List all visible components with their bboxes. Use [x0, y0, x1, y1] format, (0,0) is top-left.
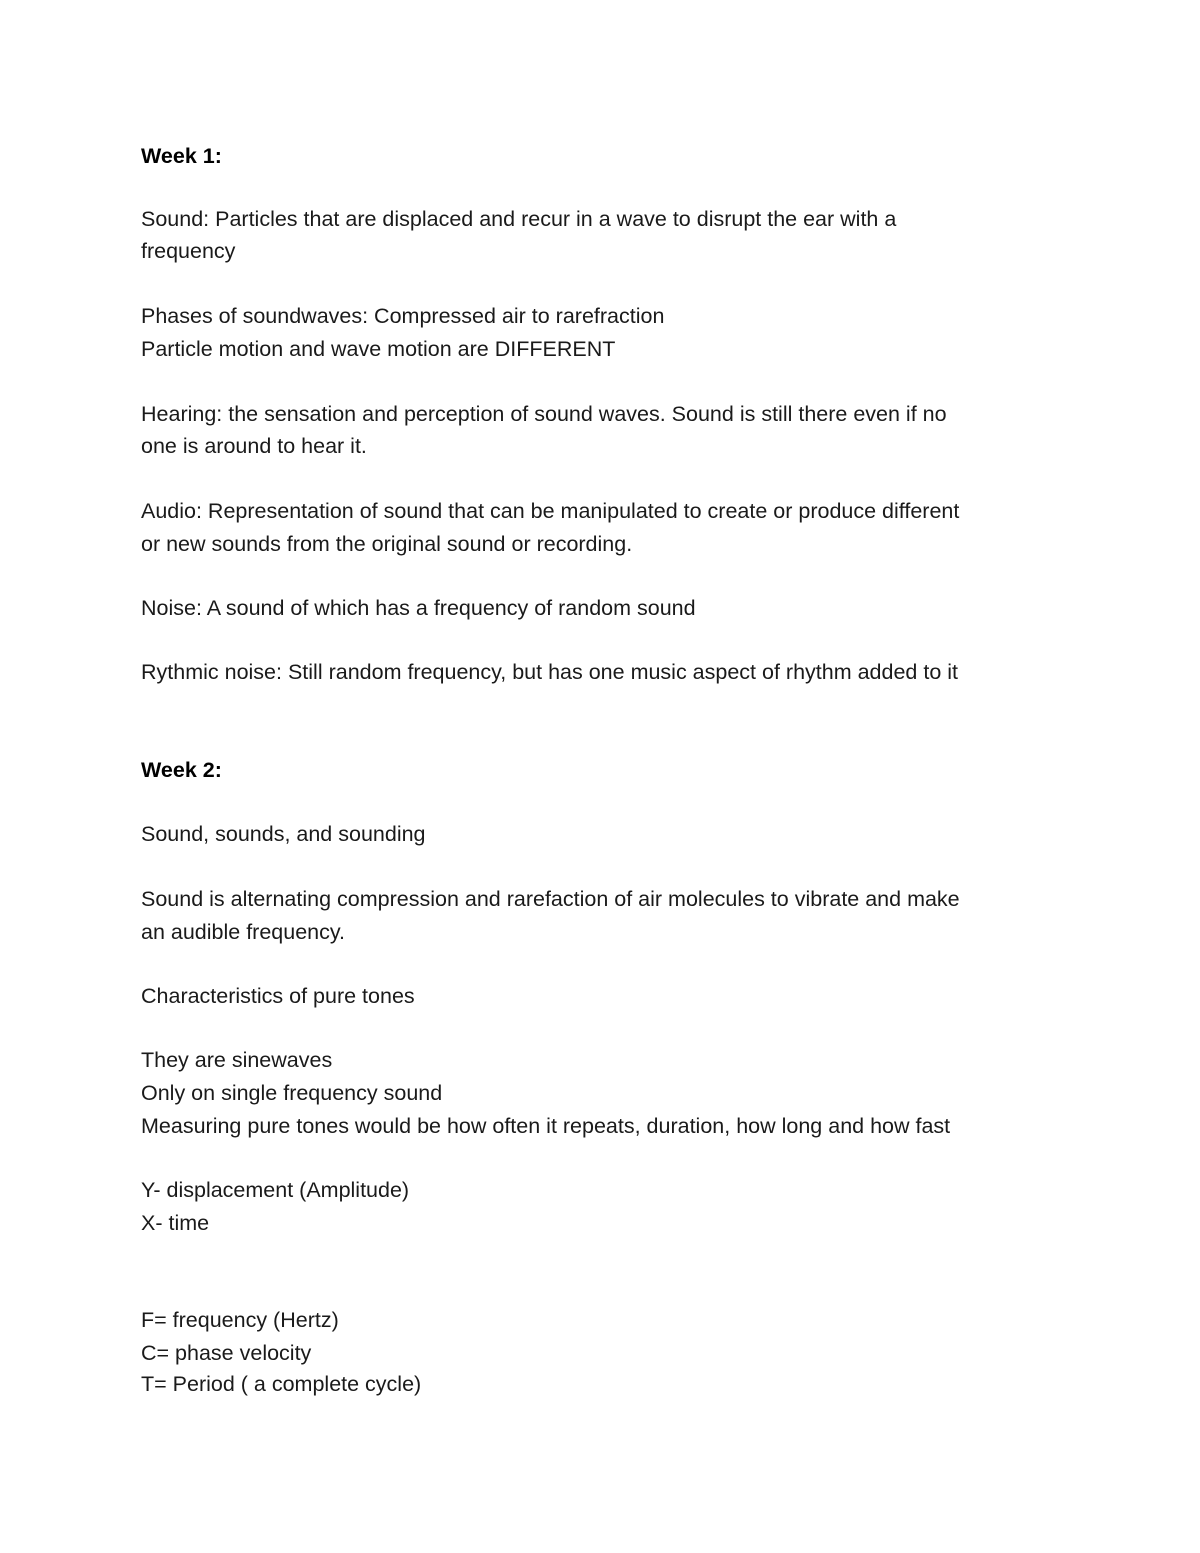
week-1-heading: Week 1: [141, 144, 222, 168]
week-2-heading: Week 2: [141, 758, 222, 782]
sound-alternating-line-1: Sound is alternating compression and rarefaction of air molecules to vibrate and make [141, 887, 960, 911]
sound-sounds-sounding: Sound, sounds, and sounding [141, 822, 426, 846]
sinewaves-note: They are sinewaves [141, 1048, 333, 1072]
sound-definition-line-2: frequency [141, 239, 236, 263]
hearing-definition-line-1: Hearing: the sensation and perception of sound waves. Sound is still there even if no [141, 402, 947, 426]
frequency-definition: F= frequency (Hertz) [141, 1308, 339, 1332]
single-frequency-note: Only on single frequency sound [141, 1081, 443, 1105]
sound-alternating-line-2: an audible frequency. [141, 920, 345, 944]
phases-of-soundwaves: Phases of soundwaves: Compressed air to rarefraction [141, 304, 665, 328]
measuring-pure-tones-note: Measuring pure tones would be how often it repeats, duration, how long and how fast [141, 1114, 951, 1138]
hearing-definition-line-2: one is around to hear it. [141, 434, 367, 458]
sound-definition-line-1: Sound: Particles that are displaced and recur in a wave to disrupt the ear with a [141, 207, 897, 231]
y-axis-note: Y- displacement (Amplitude) [141, 1178, 410, 1202]
audio-definition-line-1: Audio: Representation of sound that can be manipulated to create or produce different [141, 499, 960, 523]
particle-motion-note: Particle motion and wave motion are DIFFERENT [141, 337, 616, 361]
x-axis-note: X- time [141, 1211, 210, 1235]
phase-velocity-definition: C= phase velocity [141, 1341, 312, 1365]
period-definition: T= Period ( a complete cycle) [141, 1372, 422, 1396]
pure-tones-characteristics: Characteristics of pure tones [141, 984, 415, 1008]
noise-definition: Noise: A sound of which has a frequency of random sound [141, 596, 696, 620]
rhythmic-noise-definition: Rythmic noise: Still random frequency, but has one music aspect of rhythm added to it [141, 660, 958, 684]
audio-definition-line-2: or new sounds from the original sound or recording. [141, 532, 633, 556]
